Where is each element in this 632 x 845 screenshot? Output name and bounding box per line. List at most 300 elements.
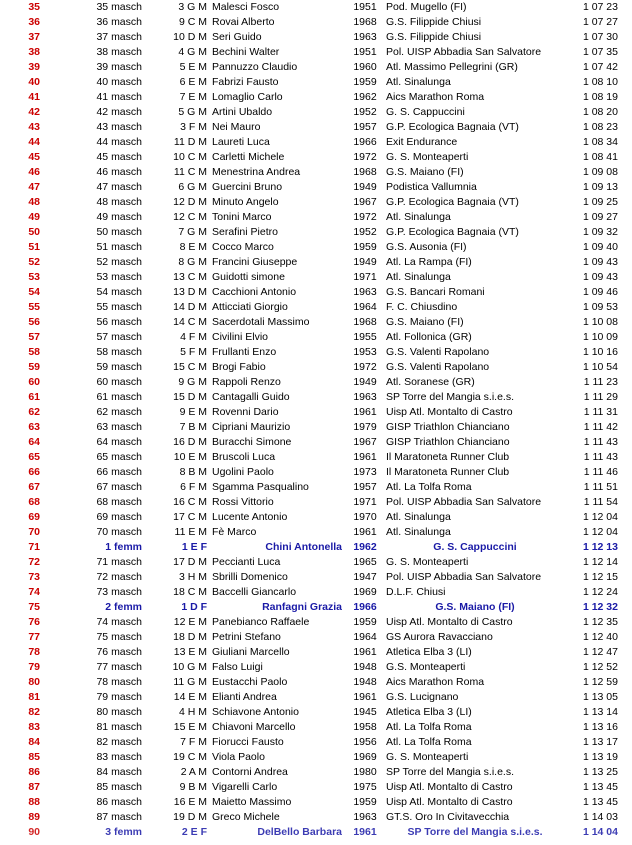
category-rank-cell: 78 masch [96, 676, 142, 688]
finish-time-cell: 1 09 25 [582, 196, 618, 208]
table-row [0, 240, 632, 255]
position-cell: 74 [28, 586, 40, 598]
athlete-name-cell: Guidotti simone [212, 271, 285, 283]
birth-year-cell: 1953 [353, 346, 377, 358]
category-rank-cell: 39 masch [96, 61, 142, 73]
category-rank-cell: 58 masch [96, 346, 142, 358]
finish-time-cell: 1 07 42 [582, 61, 618, 73]
position-cell: 39 [28, 61, 40, 73]
category-rank-cell: 43 masch [96, 121, 142, 133]
position-cell: 79 [28, 661, 40, 673]
birth-year-cell: 1957 [353, 481, 377, 493]
athlete-name-cell: Brogi Fabio [212, 361, 266, 373]
position-cell: 66 [28, 466, 40, 478]
athlete-name-cell: Giuliani Marcello [212, 646, 290, 658]
age-group-cell: 10 D M [173, 31, 207, 43]
age-group-cell: 5 G M [178, 106, 207, 118]
club-cell: Atl. La Tolfa Roma [386, 721, 472, 733]
club-cell: Aics Marathon Roma [386, 676, 485, 688]
category-rank-cell: 42 masch [96, 106, 142, 118]
table-row [0, 345, 632, 360]
athlete-name-cell: Lomaglio Carlo [212, 91, 283, 103]
club-cell: Atl. Sinalunga [386, 511, 451, 523]
club-cell: G. S. Cappuccini [433, 541, 517, 553]
position-cell: 53 [28, 271, 40, 283]
club-cell: Uisp Atl. Montalto di Castro [386, 616, 513, 628]
birth-year-cell: 1967 [353, 196, 377, 208]
age-group-cell: 7 B M [179, 421, 207, 433]
category-rank-cell: 85 masch [96, 781, 142, 793]
club-cell: G.S. Monteaperti [386, 661, 466, 673]
category-rank-cell: 54 masch [96, 286, 142, 298]
club-cell: Podistica Vallumnia [386, 181, 477, 193]
birth-year-cell: 1975 [353, 781, 377, 793]
athlete-name-cell: Elianti Andrea [212, 691, 277, 703]
club-cell: Atl. Soranese (GR) [386, 376, 475, 388]
table-row [0, 180, 632, 195]
athlete-name-cell: Petrini Stefano [212, 631, 281, 643]
category-rank-cell: 72 masch [96, 571, 142, 583]
position-cell: 87 [28, 781, 40, 793]
category-rank-cell: 35 masch [96, 1, 142, 13]
finish-time-cell: 1 08 34 [582, 136, 618, 148]
finish-time-cell: 1 11 31 [583, 406, 618, 418]
birth-year-cell: 1948 [353, 661, 377, 673]
age-group-cell: 11 G M [173, 676, 207, 688]
category-rank-cell: 45 masch [96, 151, 142, 163]
birth-year-cell: 1963 [353, 391, 377, 403]
birth-year-cell: 1959 [353, 241, 377, 253]
position-cell: 37 [28, 31, 40, 43]
category-rank-cell: 81 masch [96, 721, 142, 733]
position-cell: 47 [28, 181, 40, 193]
finish-time-cell: 1 12 15 [582, 571, 618, 583]
finish-time-cell: 1 12 40 [582, 631, 618, 643]
athlete-name-cell: Cantagalli Guido [212, 391, 290, 403]
position-cell: 88 [28, 796, 40, 808]
birth-year-cell: 1963 [353, 31, 377, 43]
athlete-name-cell: Pannuzzo Claudio [212, 61, 298, 73]
athlete-name-cell: Cocco Marco [212, 241, 274, 253]
birth-year-cell: 1945 [353, 706, 377, 718]
athlete-name-cell: Schiavone Antonio [212, 706, 299, 718]
athlete-name-cell: Sgamma Pasqualino [212, 481, 309, 493]
finish-time-cell: 1 13 25 [582, 766, 618, 778]
birth-year-cell: 1949 [353, 376, 377, 388]
position-cell: 50 [28, 226, 40, 238]
category-rank-cell: 61 masch [96, 391, 142, 403]
club-cell: Pod. Mugello (FI) [386, 1, 467, 13]
age-group-cell: 14 D M [173, 301, 207, 313]
club-cell: D.L.F. Chiusi [386, 586, 446, 598]
age-group-cell: 9 C M [178, 16, 207, 28]
athlete-name-cell: Lucente Antonio [212, 511, 288, 523]
finish-time-cell: 1 09 43 [582, 271, 618, 283]
age-group-cell: 7 E M [179, 91, 207, 103]
age-group-cell: 3 G M [178, 1, 207, 13]
age-group-cell: 12 E M [173, 616, 207, 628]
club-cell: Atl. Sinalunga [386, 76, 451, 88]
age-group-cell: 18 C M [173, 586, 207, 598]
category-rank-cell: 82 masch [96, 736, 142, 748]
finish-time-cell: 1 09 32 [582, 226, 618, 238]
athlete-name-cell: Rovai Alberto [212, 16, 275, 28]
category-rank-cell: 71 masch [96, 556, 142, 568]
athlete-name-cell: Atticciati Giorgio [212, 301, 288, 313]
category-rank-cell: 77 masch [96, 661, 142, 673]
club-cell: SP Torre del Mangia s.i.e.s. [407, 826, 543, 838]
category-rank-cell: 87 masch [96, 811, 142, 823]
athlete-name-cell: Vigarelli Carlo [212, 781, 278, 793]
position-cell: 35 [28, 1, 40, 13]
table-row [0, 90, 632, 105]
birth-year-cell: 1957 [353, 121, 377, 133]
finish-time-cell: 1 13 16 [582, 721, 618, 733]
category-rank-cell: 73 masch [96, 586, 142, 598]
category-rank-cell: 49 masch [96, 211, 142, 223]
club-cell: Atl. La Rampa (FI) [386, 256, 472, 268]
table-row-female [0, 540, 632, 555]
finish-time-cell: 1 11 46 [583, 466, 618, 478]
club-cell: Atl. Massimo Pellegrini (GR) [386, 61, 518, 73]
finish-time-cell: 1 12 35 [582, 616, 618, 628]
finish-time-cell: 1 08 19 [582, 91, 618, 103]
position-cell: 41 [28, 91, 40, 103]
position-cell: 58 [28, 346, 40, 358]
athlete-name-cell: Rovenni Dario [212, 406, 279, 418]
finish-time-cell: 1 11 29 [583, 391, 618, 403]
position-cell: 78 [28, 646, 40, 658]
table-row [0, 75, 632, 90]
club-cell: Exit Endurance [386, 136, 458, 148]
category-rank-cell: 40 masch [96, 76, 142, 88]
table-row [0, 225, 632, 240]
club-cell: F. C. Chiusdino [386, 301, 458, 313]
age-group-cell: 11 C M [173, 166, 207, 178]
category-rank-cell: 67 masch [96, 481, 142, 493]
category-rank-cell: 62 masch [96, 406, 142, 418]
birth-year-cell: 1964 [353, 301, 377, 313]
age-group-cell: 8 G M [178, 256, 207, 268]
club-cell: GT.S. Oro In Civitavecchia [386, 811, 510, 823]
age-group-cell: 3 F M [180, 121, 207, 133]
athlete-name-cell: Ugolini Paolo [212, 466, 274, 478]
athlete-name-cell: Tonini Marco [212, 211, 272, 223]
age-group-cell: 10 C M [173, 151, 207, 163]
category-rank-cell: 47 masch [96, 181, 142, 193]
table-row [0, 210, 632, 225]
birth-year-cell: 1972 [353, 361, 377, 373]
category-rank-cell: 51 masch [96, 241, 142, 253]
athlete-name-cell: Cipriani Maurizio [212, 421, 291, 433]
birth-year-cell: 1959 [353, 616, 377, 628]
club-cell: Uisp Atl. Montalto di Castro [386, 406, 513, 418]
age-group-cell: 3 H M [178, 571, 207, 583]
athlete-name-cell: Fabrizi Fausto [212, 76, 279, 88]
age-group-cell: 15 C M [173, 361, 207, 373]
finish-time-cell: 1 09 46 [582, 286, 618, 298]
finish-time-cell: 1 12 13 [582, 541, 618, 553]
club-cell: GS Aurora Ravacciano [386, 631, 493, 643]
table-row [0, 390, 632, 405]
athlete-name-cell: Sbrilli Domenico [212, 571, 288, 583]
category-rank-cell: 56 masch [96, 316, 142, 328]
position-cell: 69 [28, 511, 40, 523]
birth-year-cell: 1961 [353, 406, 377, 418]
birth-year-cell: 1961 [353, 451, 377, 463]
table-row [0, 615, 632, 630]
table-row [0, 780, 632, 795]
birth-year-cell: 1966 [353, 136, 377, 148]
finish-time-cell: 1 14 04 [582, 826, 618, 838]
table-row [0, 465, 632, 480]
age-group-cell: 10 E M [173, 451, 207, 463]
birth-year-cell: 1959 [353, 76, 377, 88]
finish-time-cell: 1 13 05 [582, 691, 618, 703]
athlete-name-cell: Seri Guido [212, 31, 262, 43]
table-row [0, 585, 632, 600]
age-group-cell: 19 D M [173, 811, 207, 823]
age-group-cell: 5 F M [180, 346, 207, 358]
club-cell: Pol. UISP Abbadia San Salvatore [386, 46, 542, 58]
club-cell: G.S. Maiano (FI) [386, 166, 464, 178]
age-group-cell: 17 C M [173, 511, 207, 523]
position-cell: 70 [28, 526, 40, 538]
category-rank-cell: 55 masch [96, 301, 142, 313]
category-rank-cell: 52 masch [96, 256, 142, 268]
table-row [0, 435, 632, 450]
position-cell: 85 [28, 751, 40, 763]
club-cell: Atl. Sinalunga [386, 271, 451, 283]
position-cell: 84 [28, 736, 40, 748]
category-rank-cell: 36 masch [96, 16, 142, 28]
position-cell: 89 [28, 811, 40, 823]
athlete-name-cell: Civilini Elvio [212, 331, 269, 343]
position-cell: 38 [28, 46, 40, 58]
position-cell: 43 [28, 121, 40, 133]
athlete-name-cell: Rappoli Renzo [212, 376, 281, 388]
club-cell: Atletica Elba 3 (LI) [386, 706, 472, 718]
birth-year-cell: 1966 [353, 601, 377, 613]
table-row [0, 495, 632, 510]
finish-time-cell: 1 13 45 [582, 796, 618, 808]
category-rank-cell: 70 masch [96, 526, 142, 538]
club-cell: Atl. Sinalunga [386, 526, 451, 538]
club-cell: Pol. UISP Abbadia San Salvatore [386, 571, 542, 583]
category-rank-cell: 65 masch [96, 451, 142, 463]
table-row [0, 525, 632, 540]
table-row [0, 30, 632, 45]
table-row [0, 45, 632, 60]
club-cell: G.S. Filippide Chiusi [386, 31, 482, 43]
club-cell: Aics Marathon Roma [386, 91, 485, 103]
table-row [0, 0, 632, 15]
finish-time-cell: 1 08 10 [582, 76, 618, 88]
position-cell: 57 [28, 331, 40, 343]
category-rank-cell: 86 masch [96, 796, 142, 808]
club-cell: Il Maratoneta Runner Club [386, 466, 510, 478]
finish-time-cell: 1 09 13 [582, 181, 618, 193]
age-group-cell: 9 B M [179, 781, 207, 793]
athlete-name-cell: Falso Luigi [212, 661, 263, 673]
table-row [0, 735, 632, 750]
club-cell: GISP Triathlon Chianciano [386, 421, 510, 433]
table-row [0, 690, 632, 705]
athlete-name-cell: Carletti Michele [212, 151, 285, 163]
birth-year-cell: 1963 [353, 811, 377, 823]
age-group-cell: 13 D M [173, 286, 207, 298]
club-cell: Atl. Follonica (GR) [386, 331, 472, 343]
finish-time-cell: 1 07 30 [582, 31, 618, 43]
birth-year-cell: 1979 [353, 421, 377, 433]
age-group-cell: 9 G M [178, 376, 207, 388]
position-cell: 77 [28, 631, 40, 643]
birth-year-cell: 1949 [353, 256, 377, 268]
finish-time-cell: 1 07 35 [582, 46, 618, 58]
table-row [0, 810, 632, 825]
position-cell: 42 [28, 106, 40, 118]
age-group-cell: 4 H M [178, 706, 207, 718]
age-group-cell: 13 C M [173, 271, 207, 283]
finish-time-cell: 1 13 19 [582, 751, 618, 763]
athlete-name-cell: Baccelli Giancarlo [212, 586, 297, 598]
position-cell: 86 [28, 766, 40, 778]
athlete-name-cell: Bechini Walter [212, 46, 280, 58]
category-rank-cell: 38 masch [96, 46, 142, 58]
table-row [0, 60, 632, 75]
table-row [0, 405, 632, 420]
finish-time-cell: 1 09 08 [582, 166, 618, 178]
table-row [0, 750, 632, 765]
age-group-cell: 16 E M [173, 796, 207, 808]
finish-time-cell: 1 10 08 [582, 316, 618, 328]
birth-year-cell: 1949 [353, 181, 377, 193]
position-cell: 67 [28, 481, 40, 493]
birth-year-cell: 1952 [353, 226, 377, 238]
finish-time-cell: 1 10 09 [582, 331, 618, 343]
athlete-name-cell: DelBello Barbara [257, 826, 342, 838]
athlete-name-cell: Laureti Luca [212, 136, 270, 148]
club-cell: G. S. Monteaperti [386, 151, 469, 163]
club-cell: Uisp Atl. Montalto di Castro [386, 796, 513, 808]
finish-time-cell: 1 11 23 [583, 376, 618, 388]
club-cell: G. S. Monteaperti [386, 751, 469, 763]
position-cell: 40 [28, 76, 40, 88]
birth-year-cell: 1948 [353, 676, 377, 688]
age-group-cell: 2 A M [180, 766, 207, 778]
athlete-name-cell: Buracchi Simone [212, 436, 292, 448]
birth-year-cell: 1964 [353, 631, 377, 643]
birth-year-cell: 1961 [353, 826, 377, 838]
club-cell: Pol. UISP Abbadia San Salvatore [386, 496, 542, 508]
finish-time-cell: 1 09 40 [582, 241, 618, 253]
birth-year-cell: 1961 [353, 691, 377, 703]
position-cell: 73 [28, 571, 40, 583]
category-rank-cell: 3 femm [105, 826, 142, 838]
club-cell: G. S. Cappuccini [386, 106, 465, 118]
birth-year-cell: 1959 [353, 796, 377, 808]
category-rank-cell: 48 masch [96, 196, 142, 208]
position-cell: 62 [28, 406, 40, 418]
birth-year-cell: 1969 [353, 586, 377, 598]
table-row [0, 795, 632, 810]
age-group-cell: 8 E M [179, 241, 207, 253]
position-cell: 76 [28, 616, 40, 628]
athlete-name-cell: Chiavoni Marcello [212, 721, 296, 733]
finish-time-cell: 1 13 17 [582, 736, 618, 748]
birth-year-cell: 1962 [353, 541, 377, 553]
table-row [0, 570, 632, 585]
table-row [0, 375, 632, 390]
position-cell: 49 [28, 211, 40, 223]
table-row [0, 315, 632, 330]
birth-year-cell: 1972 [353, 151, 377, 163]
finish-time-cell: 1 12 04 [582, 526, 618, 538]
position-cell: 44 [28, 136, 40, 148]
club-cell: G.S. Maiano (FI) [386, 316, 464, 328]
athlete-name-cell: Malesci Fosco [212, 1, 280, 13]
birth-year-cell: 1952 [353, 106, 377, 118]
category-rank-cell: 41 masch [96, 91, 142, 103]
position-cell: 46 [28, 166, 40, 178]
age-group-cell: 16 C M [173, 496, 207, 508]
position-cell: 65 [28, 451, 40, 463]
category-rank-cell: 69 masch [96, 511, 142, 523]
athlete-name-cell: Peccianti Luca [212, 556, 281, 568]
category-rank-cell: 50 masch [96, 226, 142, 238]
position-cell: 54 [28, 286, 40, 298]
birth-year-cell: 1956 [353, 736, 377, 748]
finish-time-cell: 1 10 54 [582, 361, 618, 373]
birth-year-cell: 1967 [353, 436, 377, 448]
age-group-cell: 12 D M [173, 196, 207, 208]
finish-time-cell: 1 08 20 [582, 106, 618, 118]
age-group-cell: 6 G M [178, 181, 207, 193]
position-cell: 55 [28, 301, 40, 313]
athlete-name-cell: Fiorucci Fausto [212, 736, 284, 748]
table-row [0, 480, 632, 495]
birth-year-cell: 1972 [353, 211, 377, 223]
birth-year-cell: 1980 [353, 766, 377, 778]
table-row [0, 165, 632, 180]
finish-time-cell: 1 08 23 [582, 121, 618, 133]
table-row [0, 645, 632, 660]
finish-time-cell: 1 12 59 [582, 676, 618, 688]
position-cell: 81 [28, 691, 40, 703]
birth-year-cell: 1971 [353, 496, 377, 508]
position-cell: 68 [28, 496, 40, 508]
finish-time-cell: 1 12 52 [582, 661, 618, 673]
athlete-name-cell: Artini Ubaldo [212, 106, 273, 118]
birth-year-cell: 1963 [353, 286, 377, 298]
birth-year-cell: 1947 [353, 571, 377, 583]
age-group-cell: 14 E M [173, 691, 207, 703]
athlete-name-cell: Cacchioni Antonio [212, 286, 297, 298]
age-group-cell: 6 E M [179, 76, 207, 88]
finish-time-cell: 1 08 41 [582, 151, 618, 163]
birth-year-cell: 1962 [353, 91, 377, 103]
age-group-cell: 5 E M [179, 61, 207, 73]
position-cell: 60 [28, 376, 40, 388]
category-rank-cell: 74 masch [96, 616, 142, 628]
finish-time-cell: 1 12 14 [582, 556, 618, 568]
finish-time-cell: 1 11 43 [583, 436, 618, 448]
position-cell: 63 [28, 421, 40, 433]
athlete-name-cell: Guercini Bruno [212, 181, 283, 193]
finish-time-cell: 1 11 43 [583, 451, 618, 463]
category-rank-cell: 80 masch [96, 706, 142, 718]
finish-time-cell: 1 12 47 [582, 646, 618, 658]
